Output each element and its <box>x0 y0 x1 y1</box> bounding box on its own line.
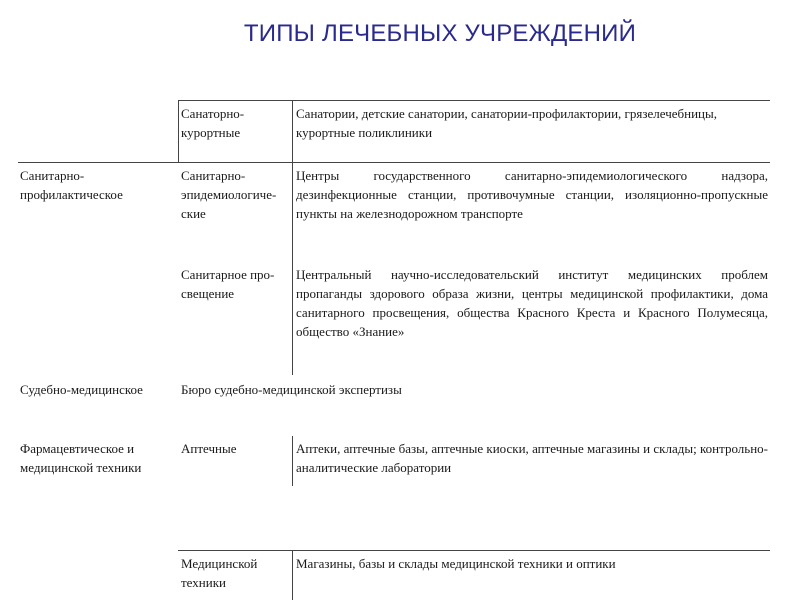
column-divider-examples-pharma <box>292 436 293 486</box>
examples-sanitary-education: Центральный научно-исследовательский институт медицинских проблем пропаганды здорового образа жизни, центры медицинской профилактики, дома санитарного просвещения, общества Красного Креста и Красного Полумесяца, общество «Знание» <box>296 267 768 339</box>
examples-sanatorium: Санатории, детские санатории, санатории-профилактории, грязелечебницы, курортные поликлиники <box>296 106 717 140</box>
subtype-sanatorium: Санаторно- курортные <box>181 106 245 140</box>
subtype-medtech: Медицинской техники <box>181 556 258 590</box>
category-sanitary: Санитарно- профилактическое <box>20 168 123 202</box>
page-title: ТИПЫ ЛЕЧЕБНЫХ УЧРЕЖДЕНИЙ <box>243 20 637 47</box>
subtype-pharmacy: Аптечные <box>181 441 237 456</box>
examples-sanitary-epid: Центры государственного санитарно-эпидемиологического надзора, дезинфекционные станции, противочумные станции, изоляционно-пропускные пункты на железнодорожном транспорте <box>296 168 768 221</box>
category-forensic: Судебно-медицинское <box>20 382 143 397</box>
column-divider-examples-medtech <box>292 550 293 600</box>
examples-pharmacy: Аптеки, аптечные базы, аптечные киоски, аптечные магазины и склады; контрольно-аналитические лаборатории <box>296 441 768 475</box>
row-divider-medtech <box>178 550 770 551</box>
subtype-sanitary-epid: Санитарно- эпидемиологиче- ские <box>181 168 277 221</box>
column-divider-examples-top <box>292 100 293 375</box>
subtype-sanitary-education: Санитарное про- свещение <box>181 267 275 301</box>
table-top-border <box>178 100 770 101</box>
column-divider-subtype <box>178 100 179 163</box>
examples-medtech: Магазины, базы и склады медицинской техники и оптики <box>296 556 616 571</box>
row-divider-sanatorium <box>18 162 770 163</box>
examples-forensic: Бюро судебно-медицинской экспертизы <box>181 382 402 397</box>
category-pharma: Фармацевтическое и медицинской техники <box>20 441 142 475</box>
